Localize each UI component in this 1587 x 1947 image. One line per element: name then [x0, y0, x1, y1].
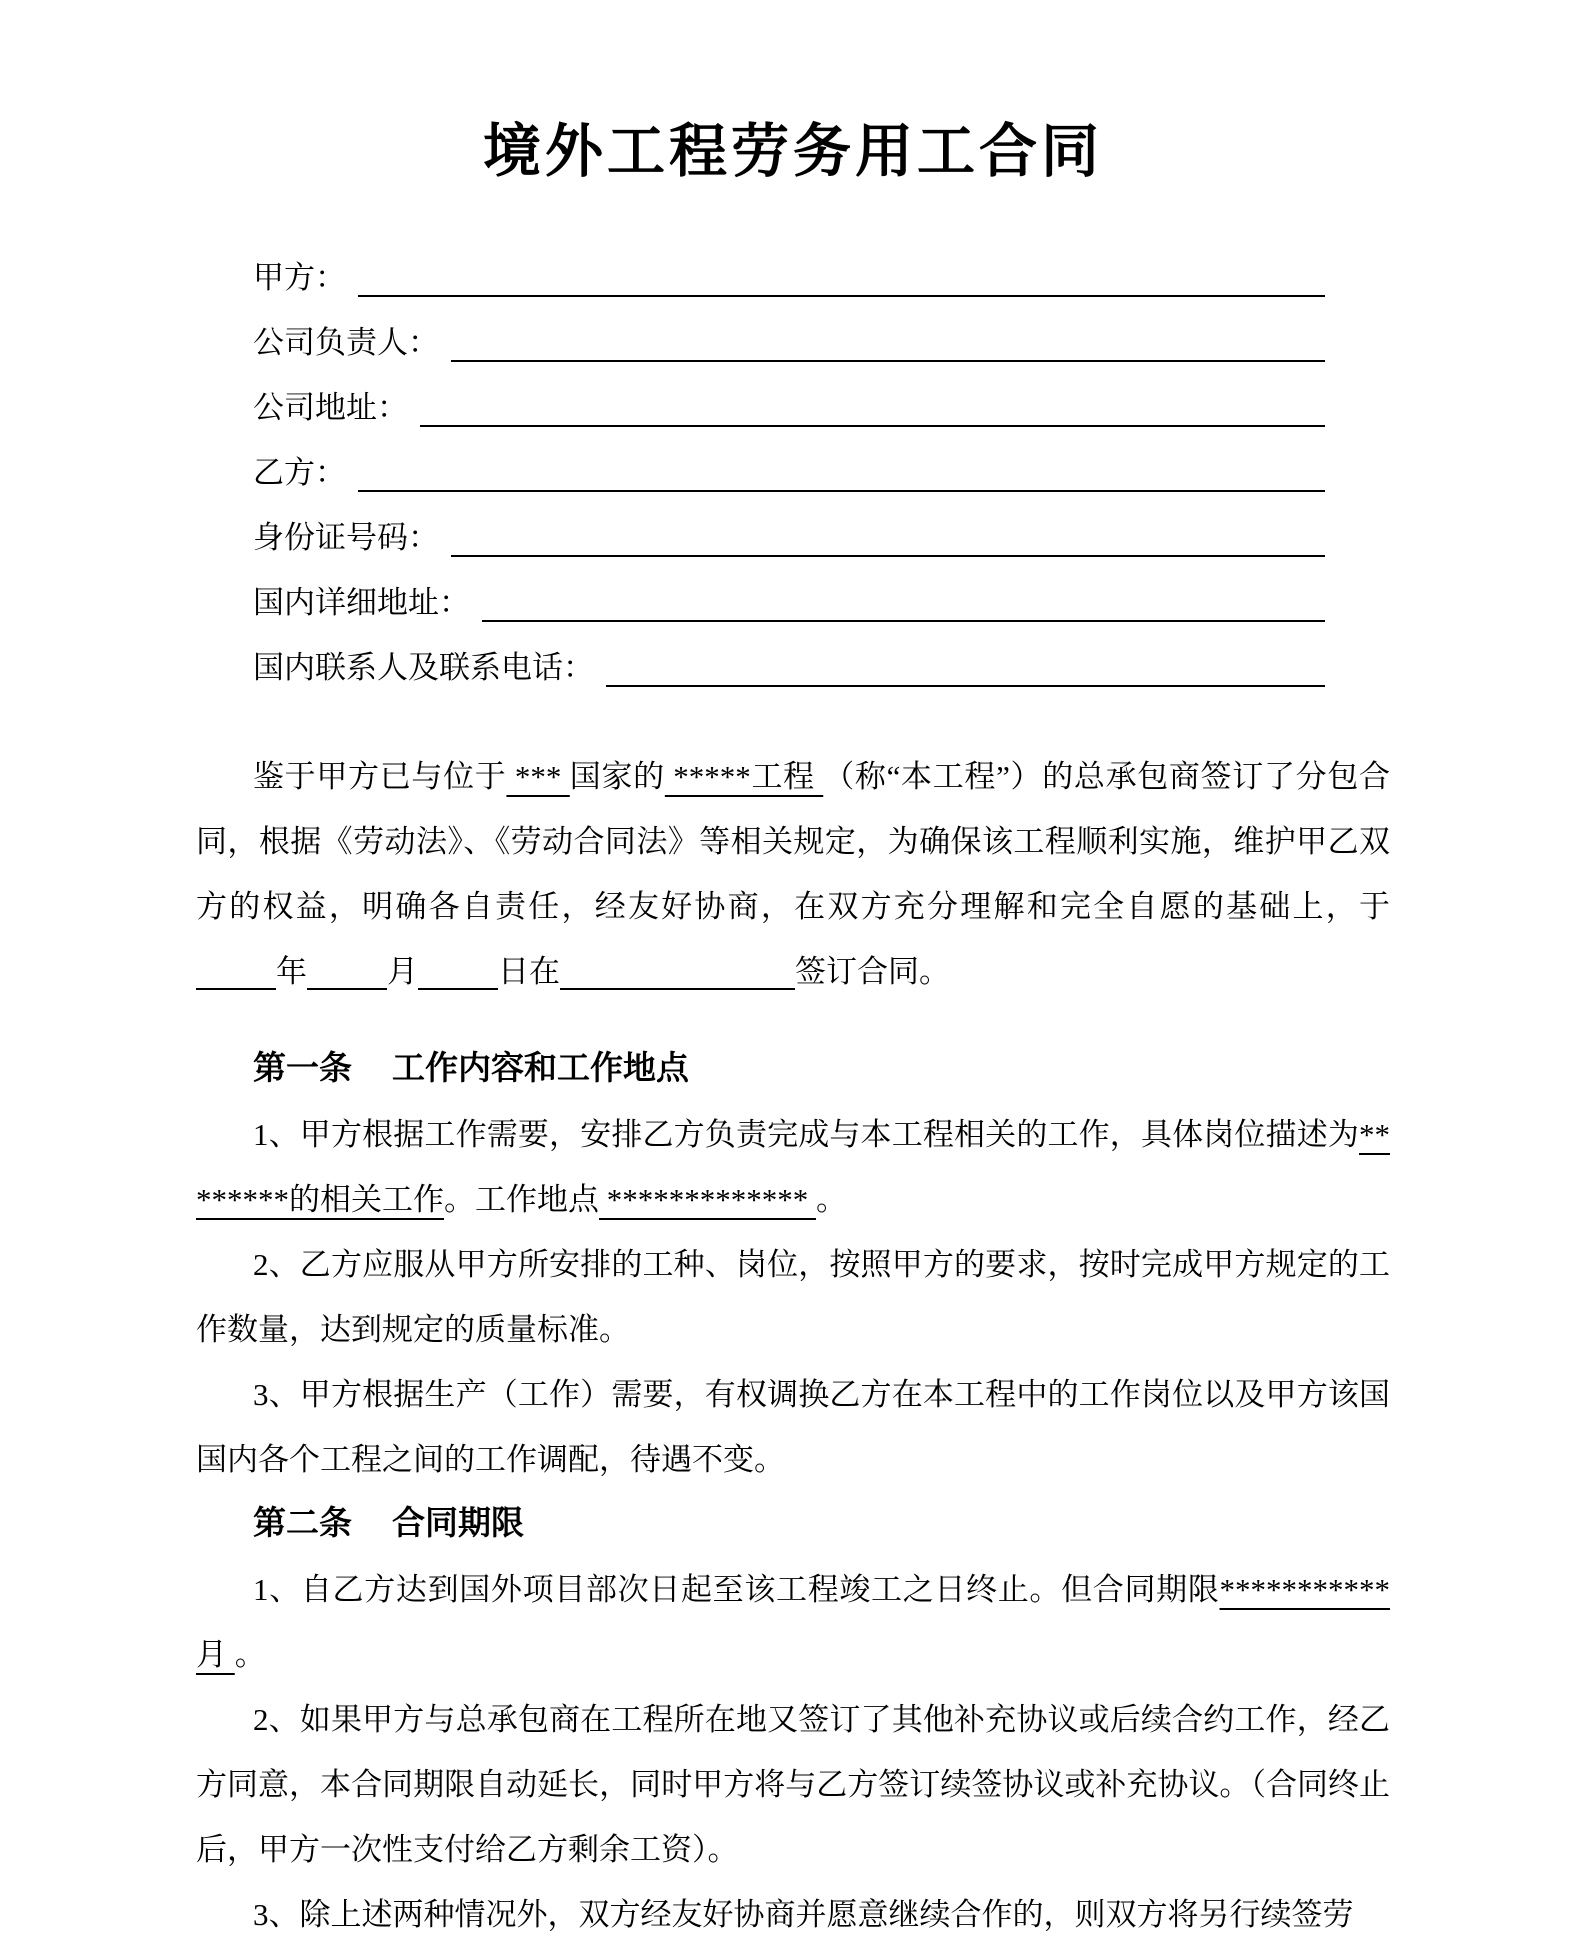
- text-run: 2、乙方应服从甲方所安排的工种、岗位，按照甲方的要求，按时完成甲方规定的工作数量，达到规定的质量标准。: [196, 1247, 1390, 1347]
- field-label: 国内详细地址：: [253, 585, 470, 620]
- blank-line: [196, 950, 276, 990]
- fill-in-line: [358, 257, 1325, 297]
- form-fields: [196, 242, 1390, 697]
- document-title: 境外工程劳务用工合同: [482, 119, 1103, 184]
- text-run: 。: [234, 1637, 266, 1672]
- form-field-row: [196, 632, 1390, 697]
- text-run: 2、如果甲方与总承包商在工程所在地又签订了其他补充协议或后续合约工作，经乙方同意，本合同期限自动延长，同时甲方将与乙方签订续签协议或补充协议。（合同终止后，甲方一次性支付给乙方剩余工资）。: [196, 1702, 1390, 1867]
- article-number: 第一条: [253, 1051, 352, 1087]
- text-run: 月: [387, 954, 418, 989]
- text-run: 签订合同。: [795, 954, 950, 989]
- text-run: 。工作地点: [444, 1182, 599, 1217]
- text-run: 3、甲方根据生产（工作）需要，有权调换乙方在本工程中的工作岗位以及甲方该国国内各个工程之间的工作调配，待遇不变。: [196, 1377, 1390, 1477]
- form-field-row: [196, 502, 1390, 567]
- blank-line: [418, 950, 498, 990]
- form-field-row: [196, 567, 1390, 632]
- article-heading: [196, 1037, 1390, 1102]
- paragraph: [196, 1557, 1390, 1687]
- fill-in-text: ********的相关工作: [196, 1117, 1390, 1217]
- paragraph: [196, 1687, 1390, 1882]
- fill-in-line: [482, 582, 1325, 622]
- text-run: 国家的: [569, 759, 665, 794]
- contract-body: [196, 744, 1390, 1947]
- field-label: 乙方：: [253, 455, 346, 490]
- fill-in-text: ***********月: [196, 1572, 1390, 1672]
- field-label: 公司负责人：: [253, 325, 439, 360]
- form-field-row: [196, 242, 1390, 307]
- paragraph: [196, 1882, 1390, 1947]
- preamble-paragraph: [196, 744, 1390, 1004]
- article-number: 第二条: [253, 1506, 352, 1542]
- blank-line: [560, 950, 795, 990]
- form-field-row: [196, 437, 1390, 502]
- paragraph: [196, 1102, 1390, 1232]
- paragraph: [196, 1232, 1390, 1362]
- form-field-row: [196, 372, 1390, 437]
- text-run: 1、甲方根据工作需要，安排乙方负责完成与本工程相关的工作，具体岗位描述为: [253, 1117, 1359, 1152]
- field-label: 公司地址：: [253, 390, 408, 425]
- field-label: 国内联系人及联系电话：: [253, 650, 594, 685]
- blank-line: [307, 950, 387, 990]
- article-heading: [196, 1492, 1390, 1557]
- fill-in-text: *************: [599, 1182, 816, 1217]
- form-field-row: [196, 307, 1390, 372]
- text-run: （称“本工程”）的总承包商签订了分包合同，根据《劳动法》、《劳动合同法》等相关规定，为确保该工程顺利实施，维护甲乙双方的权益，明确各自责任，经友好协商，在双方充分理解和完全自愿的基础上，于: [196, 759, 1391, 924]
- text-run: 日在: [498, 954, 560, 989]
- fill-in-text: *****工程: [664, 759, 824, 794]
- text-run: 3、除上述两种情况外，双方经友好协商并愿意继续合作的，则双方将另行续签劳: [253, 1897, 1354, 1932]
- text-run: 1、自乙方达到国外项目部次日起至该工程竣工之日终止。但合同期限: [253, 1572, 1220, 1607]
- article-title: 工作内容和工作地点: [392, 1051, 689, 1087]
- field-label: 甲方：: [253, 260, 346, 295]
- fill-in-line: [451, 517, 1325, 557]
- paragraph: [196, 1362, 1390, 1492]
- fill-in-text: ***: [506, 759, 570, 794]
- fill-in-line: [451, 322, 1325, 362]
- fill-in-line: [358, 452, 1325, 492]
- fill-in-line: [606, 647, 1325, 687]
- text-run: 。: [816, 1182, 847, 1217]
- field-label: 身份证号码：: [253, 520, 439, 555]
- text-run: 鉴于甲方已与位于: [253, 759, 507, 794]
- text-run: 年: [276, 954, 307, 989]
- article-title: 合同期限: [392, 1506, 524, 1542]
- fill-in-line: [420, 387, 1325, 427]
